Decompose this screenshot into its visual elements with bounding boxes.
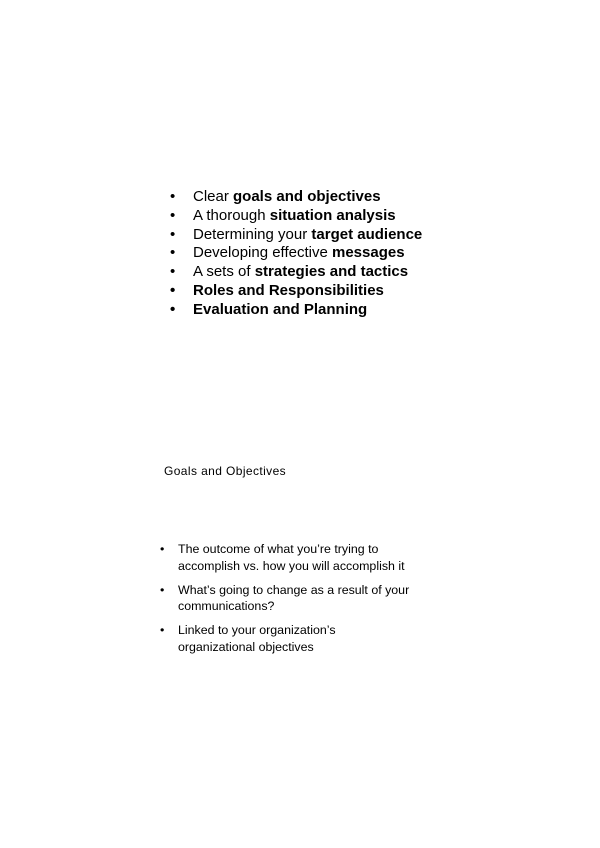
list-item — [160, 622, 460, 655]
bullet-icon: • — [170, 244, 176, 262]
bullet-icon: • — [170, 300, 176, 318]
list-item — [170, 282, 422, 301]
list-item — [170, 226, 422, 245]
item-line: accomplish vs. how you will accomplish it — [178, 558, 405, 573]
item-bold-text: strategies and tactics — [254, 263, 409, 281]
bullet-icon: • — [160, 582, 165, 597]
item-plain-text: A thorough — [193, 206, 270, 224]
bullet-icon: • — [170, 206, 176, 224]
item-bold-text: messages — [331, 244, 405, 262]
bullet-icon: • — [170, 281, 176, 299]
item-line: communications? — [178, 599, 275, 613]
list-item — [170, 244, 422, 263]
list-item — [170, 263, 422, 282]
item-bold-text: target audience — [311, 225, 423, 243]
item-line: What’s going to change as a result of your — [178, 582, 410, 597]
item-plain-text: Developing effective — [193, 244, 332, 262]
item-bold-text: Roles and Responsibilities — [193, 281, 384, 299]
item-line: The outcome of what you’re trying to — [178, 542, 379, 556]
bullet-icon: • — [170, 188, 176, 205]
item-plain-text: Determining your — [193, 225, 312, 243]
list-item — [170, 188, 422, 207]
item-line: organizational objectives — [178, 639, 314, 654]
goals-list — [160, 541, 460, 663]
bullet-icon: • — [160, 623, 165, 637]
section-heading: Goals and Objectives — [164, 464, 287, 478]
item-bold-text: Evaluation and Planning — [193, 300, 368, 318]
item-plain-text: A sets of — [193, 263, 255, 281]
list-item — [160, 582, 460, 615]
bullet-icon: • — [160, 542, 165, 556]
bullet-icon: • — [170, 225, 176, 243]
key-elements-list — [170, 188, 422, 320]
bullet-icon: • — [170, 263, 176, 281]
item-plain-text: Clear — [193, 188, 234, 205]
item-bold-text: goals and objectives — [233, 188, 381, 205]
list-item — [160, 541, 460, 574]
list-item — [170, 207, 422, 226]
item-line: Linked to your organization’s — [178, 623, 336, 637]
list-item — [170, 301, 422, 320]
item-bold-text: situation analysis — [269, 206, 396, 224]
